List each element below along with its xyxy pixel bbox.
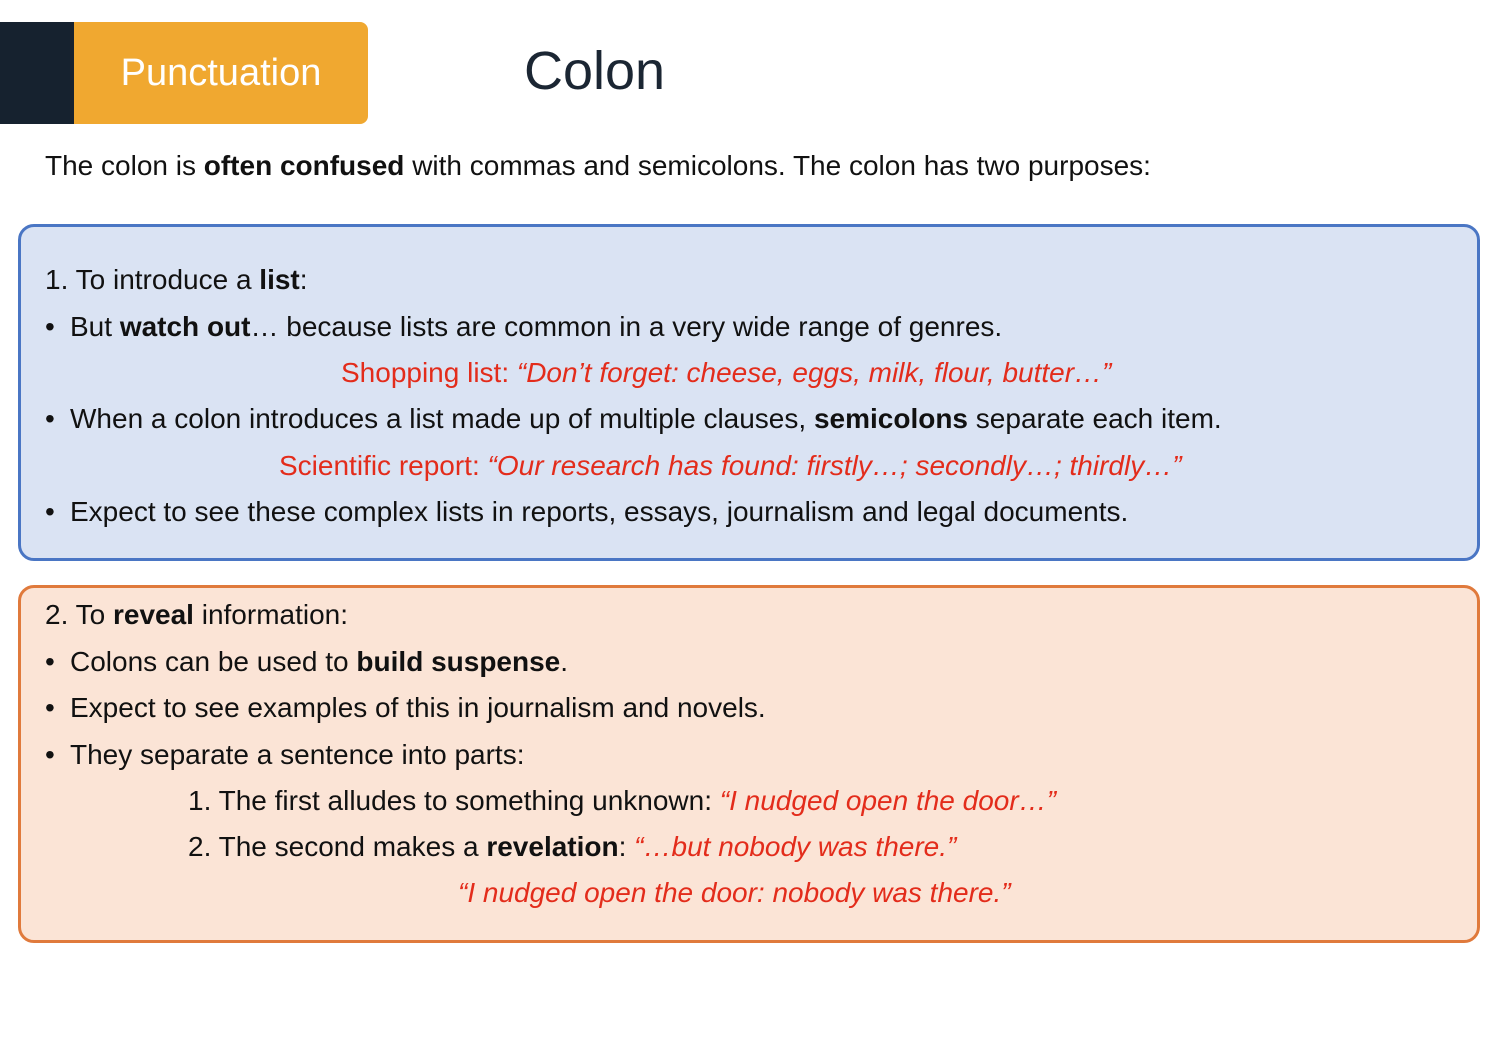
sub-item-2 [188,830,956,864]
bullet: • [45,403,55,434]
example-1-label: Shopping list: [341,357,517,388]
bullet: • [45,496,55,527]
box2-bullet-3: They separate a sentence into parts: [70,739,525,770]
purpose-1-heading-bold: list [259,264,300,295]
scientific-report-example [279,449,1182,483]
box1-b1-post: … because lists are common in a very wide range of genres. [250,311,1003,342]
sub-item-1 [188,784,1056,818]
intro-bold: often confused [203,150,405,181]
purpose-2-heading [45,598,348,632]
example-2-label: Scientific report: [279,450,488,481]
sub-item-2-pre: 2. The second makes a [188,831,487,862]
purpose-2-heading-post: information: [193,599,349,630]
box2-bullet-2: Expect to see examples of this in journalism and novels. [70,692,766,723]
shopping-list-example [341,356,1111,390]
box1-bullet-2 [70,402,1222,436]
purpose-1-heading [45,263,308,297]
intro-part1: The colon is [45,150,204,181]
bullet: • [45,311,55,342]
purpose-2-heading-bold: reveal [112,599,194,630]
sub-item-2-post: : [618,831,635,862]
bullet: • [45,646,55,677]
section-tag-label: Punctuation [120,51,322,94]
final-example-quote: “I nudged open the door: nobody was there.” [458,877,1011,908]
box1-b1-bold: watch out [119,311,251,342]
example-1-quote: “Don’t forget: cheese, eggs, milk, flour, butter…” [516,357,1112,388]
bullet: • [45,692,55,723]
sub-item-1-text: 1. The first alludes to something unknown: [188,785,720,816]
intro-text [45,150,1151,182]
box2-b1-post: . [560,646,569,677]
box2-b1-bold: build suspense [356,646,561,677]
box1-b1-pre: But [70,311,120,342]
box1-bullet-1 [70,310,1002,344]
sub-item-2-quote: “…but nobody was there.” [634,831,957,862]
sub-item-1-quote: “I nudged open the door…” [719,785,1057,816]
box1-b2-post: separate each item. [968,403,1222,434]
box1-b2-bold: semicolons [813,403,969,434]
box2-bullet-1 [70,645,568,679]
purpose-2-heading-pre: 2. To [45,599,113,630]
box2-b1-pre: Colons can be used to [70,646,357,677]
intro-part2: with commas and semicolons. The colon has two purposes: [404,150,1151,181]
purpose-1-heading-post: : [299,264,308,295]
section-tag [74,22,368,124]
page-title: Colon [524,41,666,101]
example-2-quote: “Our research has found: firstly…; secondly…; thirdly…” [487,450,1182,481]
sub-item-2-bold: revelation [486,831,619,862]
purpose-1-heading-pre: 1. To introduce a [45,264,260,295]
box1-b2-pre: When a colon introduces a list made up of multiple clauses, [70,403,814,434]
header-dark-block [0,22,76,124]
bullet: • [45,739,55,770]
box1-bullet-3: Expect to see these complex lists in reports, essays, journalism and legal documents. [70,496,1129,527]
